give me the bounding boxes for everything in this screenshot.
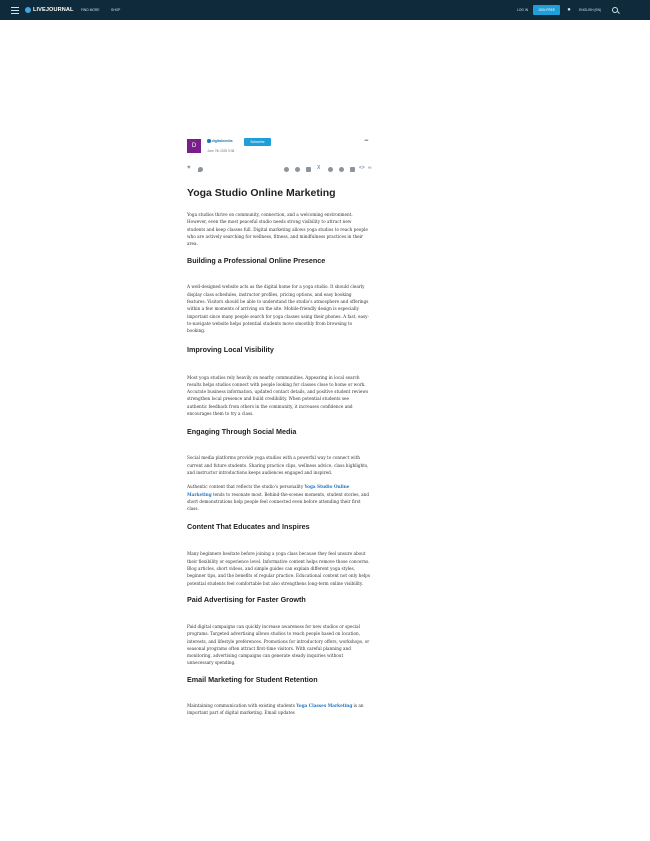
- section-heading: Email Marketing for Student Retention: [187, 674, 318, 684]
- section-paragraph: Many beginners hesitate before joining a yoga class because they feel unsure about their flexibility or experience level. Informative content helps remove those concerns. Blog articles, short videos, and simple guides can explain different yoga styles, beginner tips, and the benefits of regular practice. Educational content not only helps potential students feel comfortable but also strengthens long-term online visibility.: [187, 551, 370, 586]
- login-link[interactable]: LOG IN: [517, 8, 529, 12]
- post-date: June 7th 2025 9:38: [207, 149, 235, 153]
- avatar[interactable]: D: [187, 139, 201, 153]
- top-navigation-bar: [0, 0, 650, 20]
- nav-find-more[interactable]: FIND MORE: [81, 8, 100, 12]
- inline-link[interactable]: Yoga Classes Marketing: [296, 702, 353, 708]
- menu-icon[interactable]: [9, 0, 21, 20]
- section-heading: Building a Professional Online Presence: [187, 256, 326, 266]
- author-link[interactable]: digitalmedia: [207, 139, 232, 143]
- post-actions-bar: [187, 165, 370, 177]
- x-icon[interactable]: X: [317, 165, 321, 171]
- heart-icon[interactable]: ♥: [187, 165, 191, 171]
- section-paragraph: A well-designed website acts as the digital home for a yoga studio. It should clearly display class schedules, instructor profiles, pricing options, and easy booking features. Visitors should be able to understand the studio's atmosphere and offerings within a few moments of arriving on the site. Mobile-friendly design is especially important since many people search for yoga classes using their phones. A fast, easy-to-navigate website helps potential students move smoothly from browsing to booking.: [187, 284, 369, 334]
- email-icon[interactable]: [350, 167, 355, 172]
- section-heading: Engaging Through Social Media: [187, 427, 297, 437]
- section-paragraph: Paid digital campaigns can quickly increase awareness for new studios or special programs. Targeted advertising allows studios to reach people based on location, interests, and lifestyle preferences. Promotions for introductory offers, workshops, or seasonal programs often attract first-time visitors. With careful planning and monitoring, advertising campaigns can generate steady inquiries without unnecessary spending.: [187, 623, 370, 666]
- post-meta: [187, 138, 370, 160]
- livejournal-logo[interactable]: LIVEJOURNAL: [25, 0, 74, 20]
- section-heading: Paid Advertising for Faster Growth: [187, 594, 306, 604]
- vk-icon[interactable]: [306, 167, 311, 172]
- user-icon: [207, 139, 211, 143]
- comment-icon[interactable]: [198, 167, 203, 172]
- section-paragraph-with-link: Maintaining communication with existing students Yoga Classes Marketing is an important part of digital marketing. Email updates: [187, 702, 364, 715]
- section-heading: Improving Local Visibility: [187, 344, 274, 354]
- more-options-icon[interactable]: •••: [364, 138, 368, 144]
- inline-link[interactable]: Yoga Studio Online Marketing: [187, 484, 350, 497]
- post-title: Yoga Studio Online Marketing: [187, 187, 336, 199]
- section-paragraph-with-link: Authentic content that reflects the studio's personality Yoga Studio Online Marketing tends to resonate most. Behind-the-scenes moments, student stories, and short demonstrations help people feel connected even before attending their first class.: [187, 484, 370, 512]
- intro-paragraph: Yoga studios thrive on community, connection, and a welcoming environment. However, even the most peaceful studio needs strong visibility to attract new students and keep classes full. Digital marketing allows yoga studios to reach people who are actively searching for wellness, fitness, and mindfulness practices in their area.: [187, 212, 368, 247]
- article: [187, 138, 370, 716]
- nav-shop[interactable]: SHOP: [111, 8, 121, 12]
- section-paragraph: Most yoga studios rely heavily on nearby communities. Appearing in local search results helps studios connect with people looking for classes close to home or work. Accurate business information, updated contact details, and positive student reviews strengthen local presence and build credibility. When potential students see authentic feedback from others in the community, it increases confidence and encourages them to try a class.: [187, 374, 369, 417]
- embed-icon[interactable]: <>: [359, 165, 365, 171]
- language-selector[interactable]: ENGLISH (EN): [579, 8, 602, 12]
- section-heading: Content That Educates and Inspires: [187, 522, 310, 532]
- pen-icon: [25, 7, 31, 13]
- subscribe-button[interactable]: Subscribe: [244, 138, 271, 146]
- whatsapp-icon[interactable]: [339, 167, 344, 172]
- share-icon[interactable]: [284, 167, 289, 172]
- facebook-icon[interactable]: [295, 167, 300, 172]
- bell-icon[interactable]: ●: [567, 7, 571, 13]
- link-icon[interactable]: ∞: [368, 165, 372, 171]
- section-paragraph: Social media platforms provide yoga studios with a powerful way to connect with current and future students. Sharing practice clips, wellness advice, class highlights, and instructor introductions keeps audiences engaged and inspired.: [187, 455, 369, 475]
- join-free-button[interactable]: JOIN FREE: [533, 5, 560, 15]
- search-icon[interactable]: [611, 0, 618, 20]
- telegram-icon[interactable]: [328, 167, 333, 172]
